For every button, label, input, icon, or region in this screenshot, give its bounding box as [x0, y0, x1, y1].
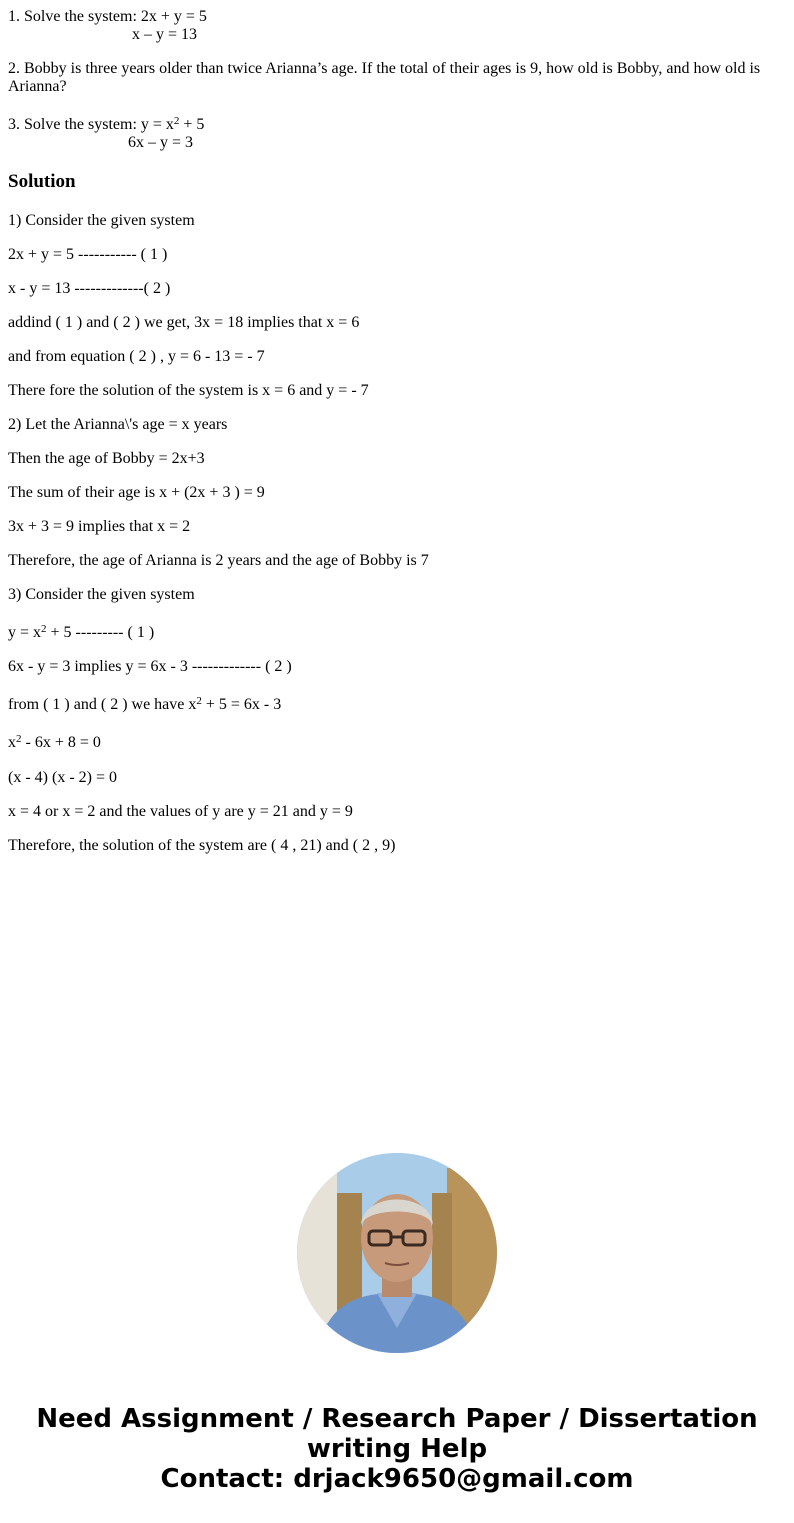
question-2: 2. Bobby is three years older than twice Arianna’s age. If the total of their ages is 9, how old is Bobby, and how old is Arianna? [8, 60, 761, 95]
question-3-line-1: 3. Solve the system: $y = x^2 + 5$ [8, 115, 205, 133]
author-avatar [297, 1153, 497, 1353]
solution-equation: $x^2 - 6x + 8 = 0$ [8, 733, 101, 751]
promo-line-2: writing Help [306, 1434, 488, 1464]
question-1-line-1: 1. Solve the system: 2x + y = 5 [8, 8, 207, 25]
solution-equation: $y = x^2 + 5$ --------- ( 1 ) [8, 623, 155, 641]
solution-line: Therefore, the age of Arianna is 2 years and the age of Bobby is 7 [8, 552, 429, 569]
solution-line: Then the age of Bobby = 2x+3 [8, 450, 205, 467]
solution-line: 2) Let the Arianna\'s age = x years [8, 416, 228, 433]
person-portrait-icon [297, 1153, 497, 1353]
promo-line-1: Need Assignment / Research Paper / Dissertation [36, 1404, 758, 1434]
solution-conclusion: Therefore, the solution of the system are ( 4 , 21) and ( 2 , 9) [8, 837, 396, 854]
question-3-line-2: 6x – y = 3 [128, 134, 194, 151]
solution-line: 3x + 3 = 9 implies that x = 2 [8, 518, 191, 535]
solution-line: 2x + y = 5 ----------- ( 1 ) [8, 246, 168, 263]
promo-contact: Contact: drjack9650@gmail.com [160, 1464, 634, 1494]
solution-equation: x = 4 or x = 2 and the values of y are y = 21 and y = 9 [8, 803, 353, 820]
promo-banner [0, 1404, 794, 1494]
solution-equation: (x - 4) (x - 2) = 0 [8, 769, 117, 786]
solution-equation: 6x - y = 3 implies y = 6x - 3 ------------- ( 2 ) [8, 658, 292, 675]
solution-line: addind ( 1 ) and ( 2 ) we get, 3x = 18 implies that x = 6 [8, 314, 360, 331]
solution-line: 1) Consider the given system [8, 212, 195, 229]
solution-line: There fore the solution of the system is x = 6 and y = - 7 [8, 382, 369, 399]
solution-line: and from equation ( 2 ) , y = 6 - 13 = - 7 [8, 348, 265, 365]
solution-equation: from ( 1 ) and ( 2 ) we have $x^2 + 5 = 6x - 3$ [8, 695, 282, 713]
solution-line: x - y = 13 -------------( 2 ) [8, 280, 171, 297]
solution-heading: Solution [8, 171, 76, 192]
question-1-line-2: x – y = 13 [132, 26, 198, 43]
solution-line: 3) Consider the given system [8, 586, 195, 603]
solution-line: The sum of their age is x + (2x + 3 ) = 9 [8, 484, 265, 501]
